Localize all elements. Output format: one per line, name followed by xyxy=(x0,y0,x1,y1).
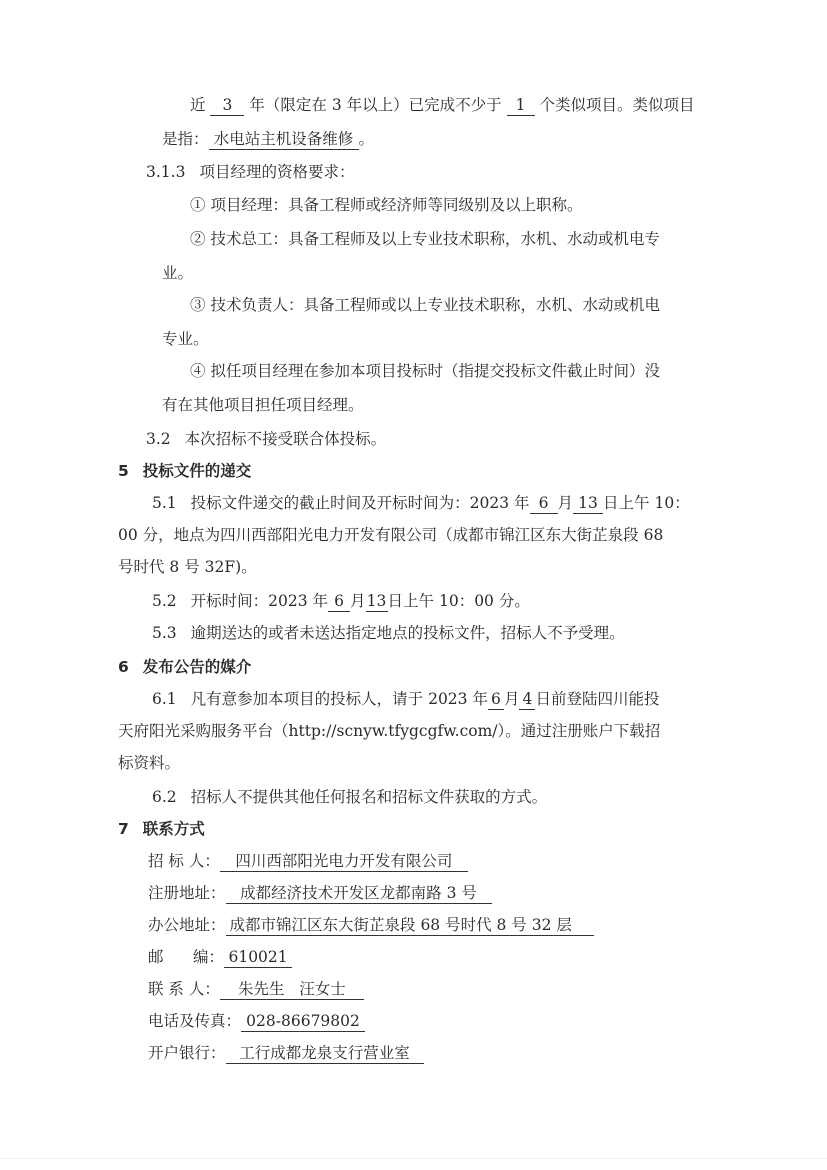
page-edge-divider xyxy=(0,1158,827,1159)
section-5-1 xyxy=(152,492,690,514)
section-number: 3.1.3 xyxy=(146,163,186,181)
day-field: 13 xyxy=(366,592,387,610)
heading-title: 投标文件的递交 xyxy=(142,462,252,480)
section-6-heading xyxy=(118,656,251,678)
contact-tenderer xyxy=(148,850,468,872)
registered-address-value: 成都经济技术开发区龙都南路 3 号 xyxy=(226,883,492,904)
section-3-2 xyxy=(146,428,386,450)
section-number: 6.2 xyxy=(152,788,177,806)
item-text: 技术负责人：具备工程师或以上专业技术职称，水机、水动或机电 xyxy=(210,296,660,314)
contact-office-address xyxy=(148,914,594,936)
phone-value: 028-86679802 xyxy=(241,1011,365,1032)
qualification-item-3-cont xyxy=(162,328,209,350)
text: 个类似项目。类似项目 xyxy=(539,96,695,114)
section-6-1 xyxy=(152,688,660,710)
section-6-1-line3 xyxy=(118,752,180,774)
item-mark: ② xyxy=(190,230,206,248)
text: 日上午 10：00 分。 xyxy=(387,592,530,610)
section-text: 逾期送达的或者未送达指定地点的投标文件，招标人不予受理。 xyxy=(190,624,625,642)
text: 是指： xyxy=(162,130,209,148)
section-number: 5.2 xyxy=(152,592,177,610)
contact-label: 电话及传真： xyxy=(148,1012,242,1030)
similar-project-line xyxy=(162,128,374,150)
years-field: 3 xyxy=(210,95,244,116)
experience-requirement-line xyxy=(190,94,695,116)
section-number: 5.1 xyxy=(152,494,177,512)
tenderer-value: 四川西部阳光电力开发有限公司 xyxy=(220,851,468,872)
text: 开标时间：2023 年 xyxy=(190,592,329,610)
contact-label: 开户银行： xyxy=(148,1044,226,1062)
text: 近 xyxy=(190,96,206,114)
section-text: 本次招标不接受联合体投标。 xyxy=(184,430,387,448)
text: 月 xyxy=(350,592,366,610)
month-field: 6 xyxy=(530,493,558,514)
section-5-2 xyxy=(152,590,530,612)
contact-label: 招 标 人： xyxy=(148,852,220,870)
item-text: 有在其他项目担任项目经理。 xyxy=(162,396,364,414)
section-6-1-line2 xyxy=(118,720,660,742)
section-6-2 xyxy=(152,786,547,808)
contact-label: 注册地址： xyxy=(148,884,226,902)
item-text: 专业。 xyxy=(162,330,209,348)
section-number: 5.3 xyxy=(152,624,177,642)
section-5-1-line3 xyxy=(118,556,257,578)
text: 月 xyxy=(503,690,520,708)
item-mark: ③ xyxy=(190,296,206,314)
contact-label: 邮 编： xyxy=(148,948,225,966)
text: 凡有意参加本项目的投标人，请于 2023 年 xyxy=(190,690,488,708)
heading-number: 5 xyxy=(118,462,129,480)
contact-registered-address xyxy=(148,882,492,904)
item-mark: ① xyxy=(190,196,206,214)
qualification-item-4 xyxy=(190,360,660,382)
qualification-item-3 xyxy=(190,294,660,316)
month-field: 6 xyxy=(488,689,504,710)
qualification-item-4-cont xyxy=(162,394,364,416)
text: 年（限定在 3 年以上）已完成不少于 xyxy=(249,96,502,114)
day-field: 4 xyxy=(519,689,535,710)
contact-phone xyxy=(148,1010,365,1032)
section-3-1-3 xyxy=(146,161,354,183)
section-number: 3.2 xyxy=(146,430,171,448)
item-text: 技术总工：具备工程师及以上专业技术职称，水机、水动或机电专 xyxy=(210,230,660,248)
contact-label: 办公地址： xyxy=(148,916,226,934)
postcode-value: 610021 xyxy=(224,947,292,968)
contact-person xyxy=(148,978,364,1000)
text: 投标文件递交的截止时间及开标时间为：2023 年 xyxy=(190,494,530,512)
text: 00 分，地点为四川西部阳光电力开发有限公司（成都市锦江区东大街芷泉段 68 xyxy=(118,526,664,544)
similar-project-field: 水电站主机设备维修 xyxy=(209,129,359,150)
project-count-field: 1 xyxy=(507,95,535,116)
qualification-item-2-cont xyxy=(162,262,193,284)
item-text: 业。 xyxy=(162,264,194,282)
item-mark: ④ xyxy=(190,362,206,380)
qualification-item-2 xyxy=(190,228,660,250)
heading-number: 7 xyxy=(118,820,129,838)
contact-postcode xyxy=(148,946,292,968)
section-5-1-line2 xyxy=(118,524,663,546)
month-field: 6 xyxy=(328,591,350,612)
heading-title: 发布公告的媒介 xyxy=(142,658,252,676)
text: 天府阳光采购服务平台（http://scnyw.tfygcgfw.com/）。通过注册账户下载招 xyxy=(118,722,661,740)
text: 日上午 10： xyxy=(603,494,690,512)
text: 。 xyxy=(358,130,375,148)
contact-person-value: 朱先生 汪女士 xyxy=(220,979,364,1000)
section-7-heading xyxy=(118,818,205,840)
day-field: 13 xyxy=(573,493,603,514)
section-5-3 xyxy=(152,622,625,644)
text: 日前登陆四川能投 xyxy=(535,690,660,708)
heading-number: 6 xyxy=(118,658,129,676)
bank-value: 工行成都龙泉支行营业室 xyxy=(226,1043,424,1064)
heading-title: 联系方式 xyxy=(142,820,205,838)
text: 号时代 8 号 32F)。 xyxy=(118,558,257,576)
item-text: 项目经理：具备工程师或经济师等同级别及以上职称。 xyxy=(210,196,583,214)
section-text: 项目经理的资格要求： xyxy=(199,163,355,181)
contact-bank xyxy=(148,1042,424,1064)
section-5-heading xyxy=(118,460,251,482)
office-address-value: 成都市锦江区东大街芷泉段 68 号时代 8 号 32 层 xyxy=(226,915,594,936)
qualification-item-1 xyxy=(190,194,582,216)
contact-label: 联 系 人： xyxy=(148,980,220,998)
item-text: 拟任项目经理在参加本项目投标时（指提交投标文件截止时间）没 xyxy=(210,362,660,380)
text: 月 xyxy=(557,494,574,512)
section-number: 6.1 xyxy=(152,690,177,708)
text: 标资料。 xyxy=(118,754,181,772)
section-text: 招标人不提供其他任何报名和招标文件获取的方式。 xyxy=(190,788,548,806)
